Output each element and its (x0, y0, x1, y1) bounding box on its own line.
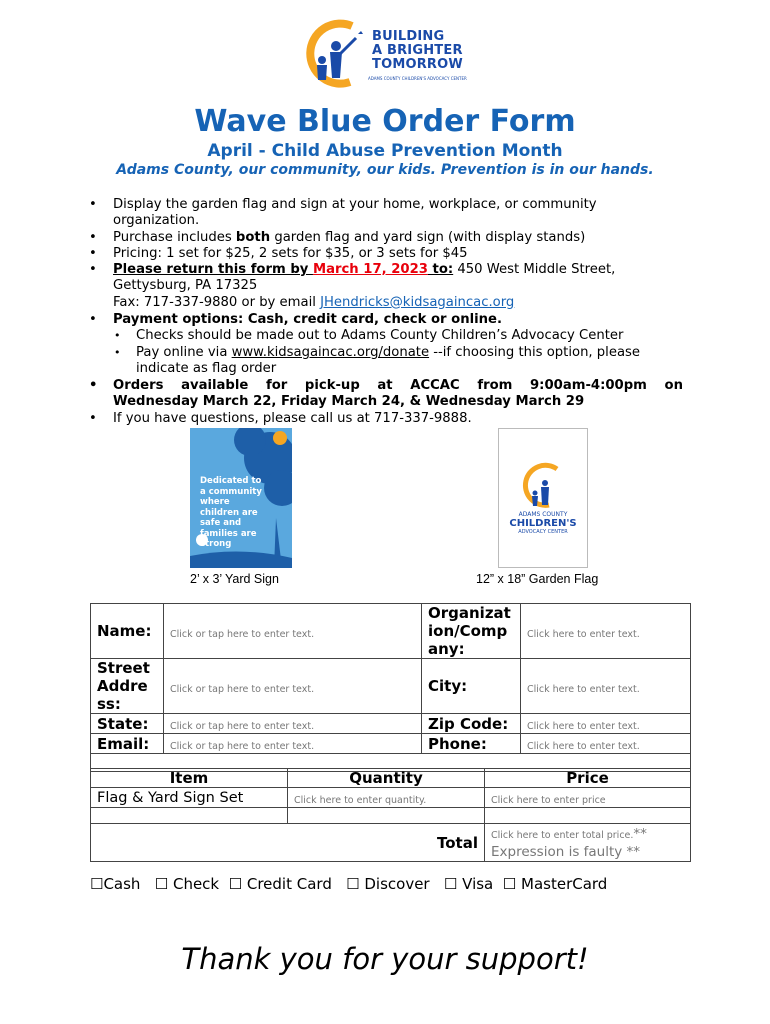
phone-field[interactable]: Click here to enter text. (527, 741, 640, 752)
checkbox-cash[interactable]: ☐Cash (90, 875, 141, 893)
item-name: Flag & Yard Sign Set (91, 788, 288, 808)
bullet-icon: • (89, 262, 97, 277)
bullet-icon: • (89, 312, 97, 327)
blank-cell (485, 808, 691, 824)
organization-field[interactable]: Click here to enter text. (527, 628, 640, 640)
garden-flag-image (498, 428, 588, 568)
checkbox-visa[interactable]: ☐ Visa (443, 875, 494, 893)
col-quantity-header: Quantity (288, 769, 485, 788)
checkbox-check[interactable]: ☐ Check (154, 875, 220, 893)
logo-line-3: TOMORROW (372, 57, 463, 72)
bullet-icon: • (89, 411, 97, 426)
yard-sign-caption: 2’ x 3’ Yard Sign (190, 572, 279, 586)
city-field[interactable]: Click here to enter text. (527, 683, 640, 695)
checkbox-discover[interactable]: ☐ Discover (346, 875, 430, 893)
bullet-pickup: • Orders available for pick-up at ACCAC from 9:00am-4:00pm on Wednesday March 22, Friday March 24, & Wednesday March 29 (89, 378, 683, 410)
bullet-questions: • If you have questions, please call us at 717-337-9888. (89, 411, 472, 426)
bullet-payment: • Payment options: Cash, credit card, check or online. (89, 312, 502, 327)
donate-link[interactable]: www.kidsagaincac.org/donate (231, 345, 430, 360)
street-label: Street Addre ss: (91, 659, 164, 714)
order-table (90, 768, 691, 862)
blank-cell (288, 808, 485, 824)
logo (300, 16, 467, 88)
blank-cell (91, 808, 288, 824)
total-field[interactable]: Click here to enter total price. (491, 830, 634, 841)
yard-sign-image (190, 428, 292, 568)
page-title: Wave Blue Order Form (194, 104, 576, 139)
flag-graphic (499, 429, 587, 567)
logo-subtext: ADAMS COUNTY CHILDREN'S ADVOCACY CENTER (368, 76, 467, 81)
bullet-icon: • (114, 329, 121, 342)
state-field[interactable]: Click or tap here to enter text. (170, 721, 315, 732)
flag-text-1: ADAMS COUNTY (518, 511, 568, 518)
sub-bullet-online: • Pay online via www.kidsagaincac.org/donate --if choosing this option, please indicate as flag order (114, 345, 641, 377)
organization-label: Organizat ion/Comp any: (422, 604, 521, 659)
logo-line-2: A BRIGHTER (372, 43, 463, 58)
thank-you-message: Thank you for your support! (181, 942, 589, 976)
col-item-header: Item (91, 769, 288, 788)
total-label: Total (91, 824, 485, 862)
checkbox-credit-card[interactable]: ☐ Credit Card (228, 875, 332, 893)
quantity-field[interactable]: Click here to enter quantity. (294, 795, 427, 806)
city-label: City: (422, 659, 521, 714)
email-label: Email: (91, 734, 164, 754)
bullet-return: • Please return this form by March 17, 2023 to: 450 West Middle Street, Gettysburg, PA 17325 Fax: 717-337-9880 or by email JHendricks@kidsagaincac.org (89, 262, 616, 310)
sub-bullet-checks: • Checks should be made out to Adams County Children’s Advocacy Center (114, 328, 624, 343)
bullet-display: • Display the garden flag and sign at your home, workplace, or community organization. (89, 197, 597, 229)
email-field[interactable]: Click or tap here to enter text. (170, 741, 315, 752)
checkbox-mastercard[interactable]: ☐ MasterCard (502, 875, 608, 893)
phone-label: Phone: (422, 734, 521, 754)
bullet-icon: • (89, 230, 97, 245)
payment-options (90, 875, 607, 893)
name-field[interactable]: Click or tap here to enter text. (170, 628, 315, 640)
logo-line-1: BUILDING (372, 29, 445, 44)
yard-sign-text: Dedicated to a community where children are safe and families are strong (200, 476, 262, 549)
bullet-pricing: • Pricing: 1 set for $25, 2 sets for $35, or 3 sets for $45 (89, 246, 468, 261)
name-label: Name: (91, 604, 164, 659)
street-field[interactable]: Click or tap here to enter text. (170, 683, 315, 695)
flag-text-2: CHILDREN'S (509, 518, 577, 529)
zip-label: Zip Code: (422, 714, 521, 734)
bullet-icon: • (89, 197, 97, 212)
price-field[interactable]: Click here to enter price (491, 795, 606, 806)
bullet-icon: • (89, 378, 98, 393)
state-label: State: (91, 714, 164, 734)
bullet-purchase: • Purchase includes both garden flag and yard sign (with display stands) (89, 230, 586, 245)
email-link[interactable]: JHendricks@kidsagaincac.org (320, 294, 515, 310)
col-price-header: Price (485, 769, 691, 788)
page-subtitle: April - Child Abuse Prevention Month (207, 141, 563, 161)
tagline: Adams County, our community, our kids. Prevention is in our hands. (116, 162, 654, 178)
garden-flag-caption: 12” x 18” Garden Flag (476, 572, 599, 586)
bullet-icon: • (89, 246, 97, 261)
flag-text-3: ADVOCACY CENTER (518, 529, 568, 535)
logo-graphic (300, 16, 370, 88)
error-stars: ** (633, 826, 647, 842)
bullet-icon: • (114, 346, 121, 359)
contact-form (90, 603, 691, 772)
total-error-message: Expression is faulty ** (491, 844, 641, 860)
zip-field[interactable]: Click here to enter text. (527, 721, 640, 732)
